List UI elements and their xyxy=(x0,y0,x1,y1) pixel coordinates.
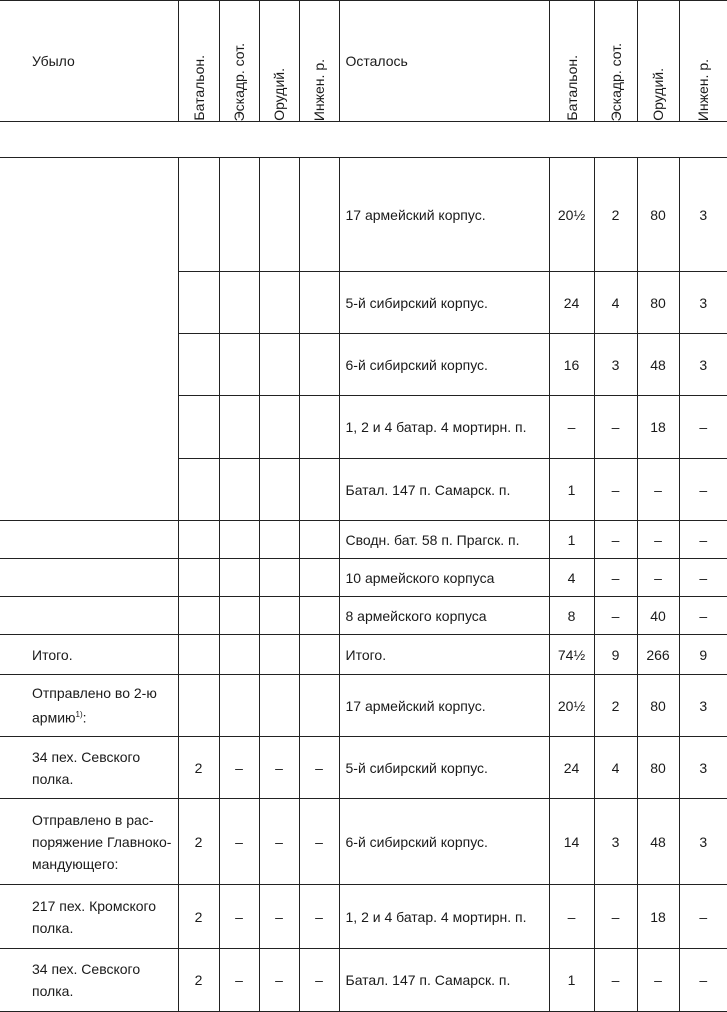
row-eng: 3 xyxy=(679,799,727,885)
row-esk: – xyxy=(594,559,637,597)
left-esk: – xyxy=(219,799,259,885)
row-esk: – xyxy=(594,521,637,559)
row-bat: 1 xyxy=(549,949,594,1012)
row-bat: 4 xyxy=(549,559,594,597)
row-eng: 3 xyxy=(679,334,727,396)
left-label: 34 пех. Севского полка. xyxy=(0,737,178,799)
row-bat: 1 xyxy=(549,459,594,521)
total-right-label: Итого. xyxy=(339,635,549,675)
table-row xyxy=(0,799,727,885)
row-gun: 80 xyxy=(637,737,679,799)
row-name: 10 армейского корпуса xyxy=(339,559,549,597)
left-gun: – xyxy=(259,949,299,1012)
table-row xyxy=(0,675,727,737)
table-row xyxy=(0,559,727,597)
table-row xyxy=(0,737,727,799)
row-bat: 20½ xyxy=(549,675,594,737)
left-eng: – xyxy=(299,799,339,885)
total-bat: 74½ xyxy=(549,635,594,675)
row-esk: – xyxy=(594,396,637,459)
row-esk: – xyxy=(594,459,637,521)
row-bat: – xyxy=(549,885,594,949)
row-name: 5-й сибирский корпус. xyxy=(339,272,549,334)
row-name: 8 армейского корпуса xyxy=(339,597,549,635)
total-esk: 9 xyxy=(594,635,637,675)
row-esk: 3 xyxy=(594,799,637,885)
row-eng: – xyxy=(679,597,727,635)
left-eng: – xyxy=(299,885,339,949)
left-bat: 2 xyxy=(178,799,219,885)
row-name: Сводн. бат. 58 п. Прагск. п. xyxy=(339,521,549,559)
body-table xyxy=(0,157,727,1012)
row-esk: 2 xyxy=(594,675,637,737)
row-bat: 14 xyxy=(549,799,594,885)
row-eng: 3 xyxy=(679,272,727,334)
header-engineers-left: Инжен. р. xyxy=(311,58,327,121)
left-label: 34 пех. Севского полка. xyxy=(0,949,178,1012)
table-row xyxy=(0,597,727,635)
header-squadrons-right: Эскадр. сот. xyxy=(607,42,624,121)
table-row xyxy=(0,885,727,949)
row-bat: 24 xyxy=(549,737,594,799)
row-eng: – xyxy=(679,396,727,459)
header-table xyxy=(0,0,727,122)
row-bat: 1 xyxy=(549,521,594,559)
row-esk: – xyxy=(594,597,637,635)
left-label: Отправлено во 2-ю армию$^{1)}$: xyxy=(0,675,178,737)
left-label: Отправлено в распоряжение Главнокомандующего: xyxy=(0,799,178,885)
row-esk: – xyxy=(594,885,637,949)
row-name: 1, 2 и 4 батар. 4 мортирн. п. xyxy=(339,396,549,459)
header-battalions-left: Батальон. xyxy=(190,55,207,121)
row-name: 17 армейский корпус. xyxy=(339,675,549,737)
row-eng: 3 xyxy=(679,675,727,737)
left-bat: 2 xyxy=(178,949,219,1012)
row-name: 6-й сибирский корпус. xyxy=(339,799,549,885)
total-left-label: Итого. xyxy=(0,635,178,675)
row-bat: 24 xyxy=(549,272,594,334)
row-eng: – xyxy=(679,949,727,1012)
row-name: Батал. 147 п. Самарск. п. xyxy=(339,459,549,521)
table-row xyxy=(0,158,727,272)
row-gun: 80 xyxy=(637,158,679,272)
row-gun: 40 xyxy=(637,597,679,635)
header-guns-right: Орудий. xyxy=(650,68,666,121)
row-gun: 48 xyxy=(637,799,679,885)
left-gun: – xyxy=(259,737,299,799)
row-eng: – xyxy=(679,559,727,597)
row-gun: – xyxy=(637,459,679,521)
header-killed: Убыло xyxy=(0,1,178,122)
left-esk: – xyxy=(219,885,259,949)
row-bat: 20½ xyxy=(549,158,594,272)
header-engineers-right: Инжен. р. xyxy=(695,58,712,121)
row-name: 1, 2 и 4 батар. 4 мортирн. п. xyxy=(339,885,549,949)
row-esk: 4 xyxy=(594,272,637,334)
row-name: Батал. 147 п. Самарск. п. xyxy=(339,949,549,1012)
row-esk: 4 xyxy=(594,737,637,799)
left-gun: – xyxy=(259,885,299,949)
left-esk: – xyxy=(219,737,259,799)
empty-left-cell xyxy=(0,158,178,521)
left-label: 217 пех. Кромского полка. xyxy=(0,885,178,949)
row-gun: – xyxy=(637,521,679,559)
row-esk: – xyxy=(594,949,637,1012)
row-eng: – xyxy=(679,885,727,949)
total-eng: 9 xyxy=(679,635,727,675)
row-bat: 8 xyxy=(549,597,594,635)
row-gun: 48 xyxy=(637,334,679,396)
left-eng: – xyxy=(299,737,339,799)
row-bat: – xyxy=(549,396,594,459)
footnote-marker: 1) xyxy=(75,710,83,720)
row-gun: 18 xyxy=(637,885,679,949)
row-eng: – xyxy=(679,521,727,559)
row-gun: 18 xyxy=(637,396,679,459)
left-gun: – xyxy=(259,799,299,885)
total-row xyxy=(0,635,727,675)
row-eng: 3 xyxy=(679,737,727,799)
left-esk: – xyxy=(219,949,259,1012)
header-squadrons-left: Эскадр. сот. xyxy=(231,42,247,121)
header-battalions-right: Батальон. xyxy=(563,55,580,121)
header-remaining: Осталось xyxy=(339,1,549,122)
row-esk: 2 xyxy=(594,158,637,272)
row-name: 17 армейский корпус. xyxy=(339,158,549,272)
header-guns-left: Орудий. xyxy=(271,68,287,121)
left-bat: 2 xyxy=(178,737,219,799)
left-bat: 2 xyxy=(178,885,219,949)
row-name: 6-й сибирский корпус. xyxy=(339,334,549,396)
total-gun: 266 xyxy=(637,635,679,675)
row-gun: 80 xyxy=(637,272,679,334)
row-gun: – xyxy=(637,559,679,597)
row-name: 5-й сибирский корпус. xyxy=(339,737,549,799)
row-gun: – xyxy=(637,949,679,1012)
row-eng: 3 xyxy=(679,158,727,272)
row-gun: 80 xyxy=(637,675,679,737)
table-row xyxy=(0,521,727,559)
table-row xyxy=(0,949,727,1012)
row-esk: 3 xyxy=(594,334,637,396)
row-eng: – xyxy=(679,459,727,521)
row-bat: 16 xyxy=(549,334,594,396)
left-eng: – xyxy=(299,949,339,1012)
